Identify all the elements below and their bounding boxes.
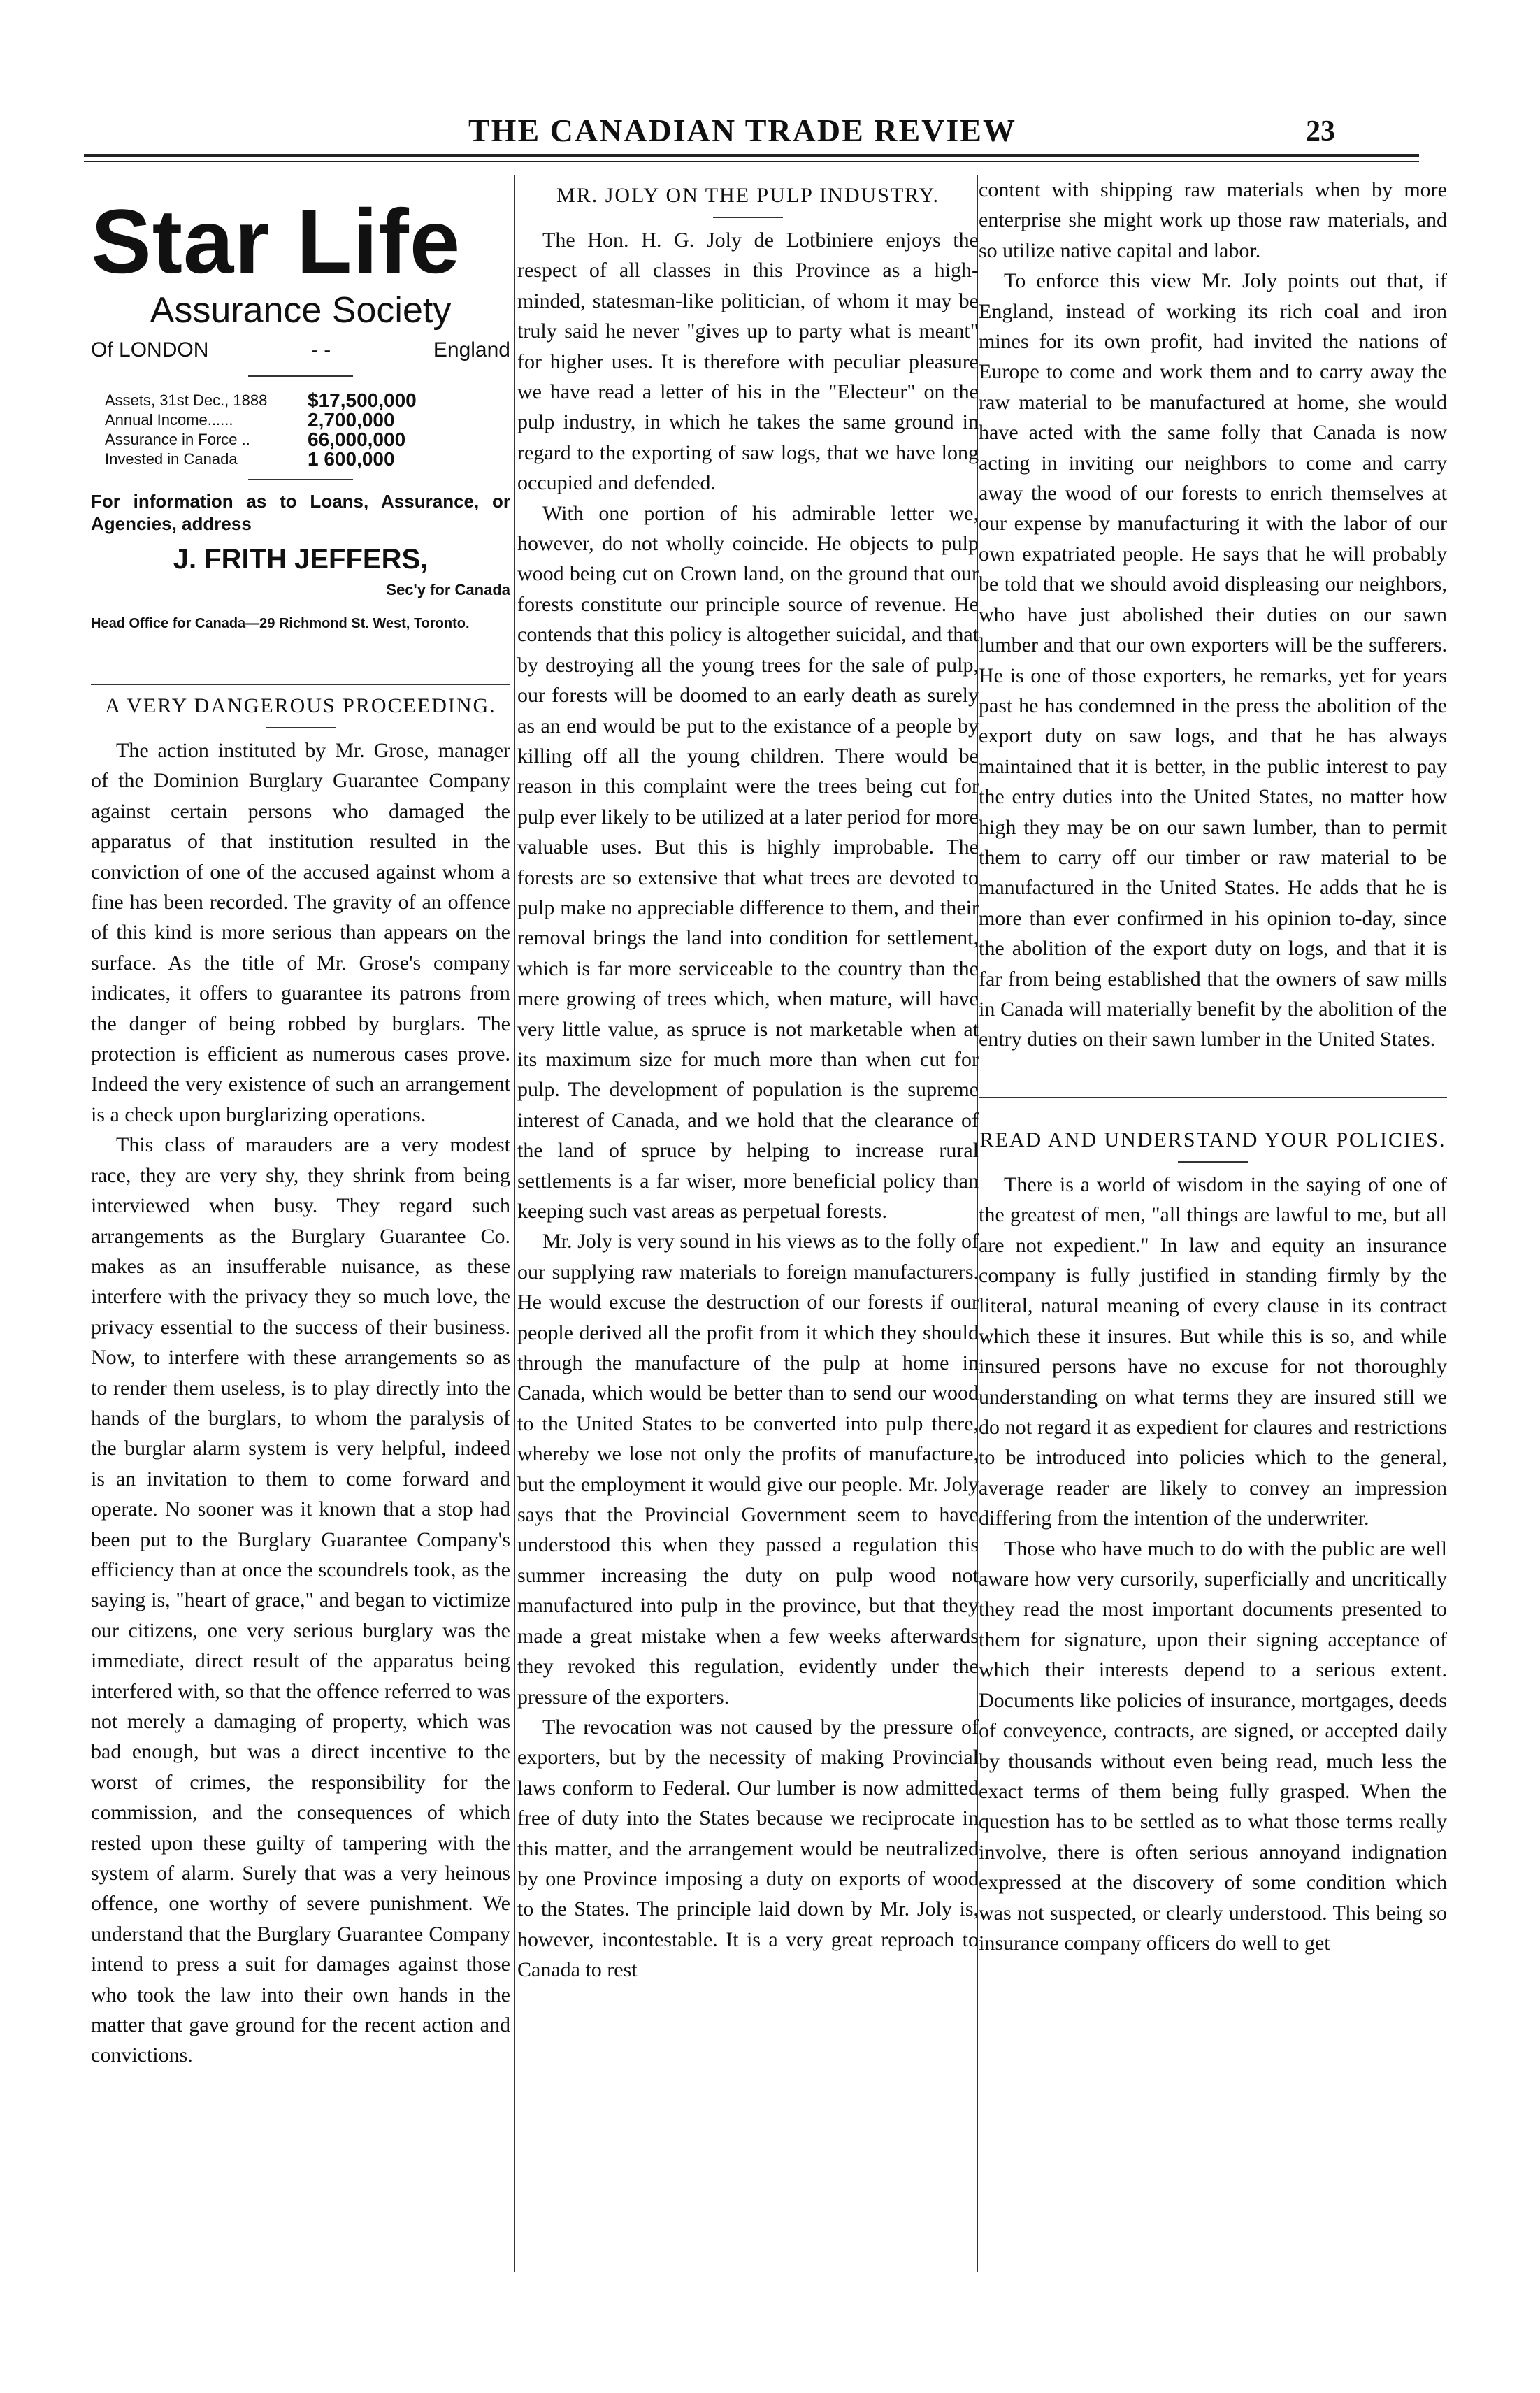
section-rule (91, 684, 510, 685)
article-paragraph: content with shipping raw materials when by more enterprise she might work up those raw materials, and so utilize native capital and labor. (979, 178, 1447, 262)
column-divider (514, 175, 515, 2272)
ad-office-address: Head Office for Canada—29 Richmond St. West, Toronto. (91, 616, 470, 632)
ad-stat-row (105, 391, 510, 410)
article-paragraph: Those who have much to do with the public are well aware how very cursorily, superficially and uncritically they read the most important documents presented to them for signature, upon their signing acceptance of which their interests depend to a serious extent. Documents like policies of insurance, mortgages, deeds of conveyence, contracts, are signed, or accepted daily by thousands without even being read, much less the exact terms of them being fully grasped. When the question has to be settled as to what those terms really involve, there is often serious annoyand indignation expressed at the discovery of some condition which was not suspected, or clearly understood. This being so insurance company officers do well to get (979, 1537, 1447, 1955)
ad-stat-row (105, 430, 510, 450)
ad-stat-label: Annual Income...... (105, 410, 233, 429)
ad-stat-row (105, 447, 510, 470)
column-right (979, 175, 1447, 1958)
ad-stat-row (105, 410, 510, 430)
column-middle (517, 175, 979, 1985)
ad-info: For information as to Loans, Assurance, or Agencies, address (91, 490, 510, 534)
article-headline: READ AND UNDERSTAND YOUR POLICIES. (979, 1128, 1446, 1151)
headline-rule (713, 217, 783, 218)
article-headline: A VERY DANGEROUS PROCEEDING. (105, 694, 496, 717)
ad-stat-label: Assurance in Force .. (105, 430, 250, 448)
ad-stat-value: 1 600,000 (308, 447, 395, 470)
ad-stats (105, 391, 510, 469)
section-rule (979, 1097, 1447, 1098)
ad-divider (248, 375, 353, 377)
ad-origin-city: Of LONDON (91, 338, 209, 362)
page-number: 23 (1306, 115, 1335, 148)
ad-origin (91, 335, 510, 365)
ad-stat-value: 66,000,000 (308, 428, 406, 450)
header-rule-thin (84, 161, 1419, 162)
ad-contact-name: J. FRITH JEFFERS, (173, 543, 429, 575)
page-header (175, 112, 1335, 154)
ad-contact-title: Sec'y for Canada (386, 581, 510, 598)
article-paragraph: The revocation was not caused by the pressure of exporters, but by the necessity of making Provincial laws conform to Federal. Our lumber is now admitted free of duty into the States because we reciprocate in this matter, and the arrangement would be neutralized by one Province imposing a duty on exports of wood to the States. The principle laid down by Mr. Joly is, however, incontestable. It is a very great reproach to Canada to rest (517, 1715, 979, 1982)
publication-title: THE CANADIAN TRADE REVIEW (468, 113, 1016, 148)
article-paragraph: There is a world of wisdom in the saying of one of the greatest of men, "all things are lawful to me, but all are not expedient." In law and equity an insurance company is fully justified in standing firmly by the literal, natural meaning of every clause in its contract which these it insures. But while this is so, and while insured persons have no excuse for not thoroughly understanding on what terms they are insured still we do not regard it as expedient for claures and restrictions to be introduced into policies which to the general, average reader are likely to convey an impression differing from the intention of the underwriter. (979, 1172, 1447, 1530)
article-paragraph: To enforce this view Mr. Joly points out that, if England, instead of working its rich coal and iron mines for its own profit, had invited the nations of Europe to come and work them and to carry away the raw material to be manufactured at home, she would have acted with the same folly that Canada is now acting in inviting our neighbors to come and carry away the wood of our forests to enrich themselves at our expense by manufacturing it with the labor of our own expatriated people. He says that he will probably be told that we should avoid displeasing our neighbors, who have just abolished their duties on our sawn lumber and that our own exporters will be the sufferers. He is one of those exporters, he remarks, yet for years past he has condemned in the press the abolition of the export duty on saw logs, and that he has always maintained that it is better, in the public interest to pay the entry duties into the United States, no matter how high they may be on our sawn lumber, than to permit them to carry off our timber or raw material to be manufactured in the United States. He adds that he is more than ever confirmed in his opinion to-day, since the abolition of the export duty on logs, and that it is far from being established that the owners of saw mills in Canada will materially benefit by the abolition of the entry duties on their sawn lumber in the United States. (979, 269, 1447, 1051)
ad-stat-value: 2,700,000 (308, 408, 395, 431)
article-headline: MR. JOLY ON THE PULP INDUSTRY. (556, 184, 940, 207)
ad-divider (248, 479, 353, 480)
headline-rule (1178, 1161, 1248, 1163)
header-rule (84, 154, 1419, 157)
ad-stat-label: Assets, 31st Dec., 1888 (105, 391, 268, 409)
article-paragraph: The action instituted by Mr. Grose, manager of the Dominion Burglary Guarantee Company against certain persons who damaged the apparatus of that institution resulted in the conviction of one of the accused against whom a fine has been recorded. The gravity of an offence of this kind is more serious than appears on the surface. As the title of Mr. Grose's company indicates, it offers to guarantee its patrons from the danger of being robbed by burglars. The protection is efficient as numerous cases prove. Indeed the very existence of such an arrangement is a check upon burglarizing operations. (91, 739, 510, 1126)
article-paragraph: With one portion of his admirable letter we, however, do not wholly coincide. He objects to pulp wood being cut on Crown land, on the ground that our forests constitute our principle source of revenue. He contends that this policy is altogether suicidal, and that by destroying all the young trees for the sale of pulp, our forests will be doomed to an early death as surely as an end would be put to the existance of a people by killing off all the young children. There would be reason in this complaint were the trees being cut for pulp ever likely to be utilized at a later period for more valuable uses. But this is highly improbable. The forests are so extensive that what trees are devoted to pulp make no appreciable difference to them, and their removal brings the land into condition for settlement, which is far more serviceable to the country than the mere growing of trees which, when mature, will have very little value, as spruce is not marketable when at its maximum size for much more than when cut for pulp. The development of population is the supreme interest of Canada, and we hold that the clearance of the land of spruce by helping to increase rural settlements is a far wiser, more beneficial policy than keeping such vast areas as perpetual forests. (517, 501, 979, 1223)
article-paragraph: This class of marauders are a very modest race, they are very shy, they shrink from being interviewed when busy. They regard such arrangements as the Burglary Guarantee Co. makes as an insufferable nuisance, as these interfere with the privacy they so much love, the privacy essential to the success of their business. Now, to interfere with these arrangements so as to render them useless, is to play directly into the hands of the burglars, to whom the paralysis of the burglar alarm system is very helpful, indeed is an invitation to them to come forward and operate. No sooner was it known that a stop had been put to the Burglary Guarantee Company's efficiency than at once the scoundrels took, as the saying is, "heart of grace," and began to victimize our citizens, one very serious burglary was the immediate, direct result of the apparatus being interfered with, so that the offence referred to was not merely a damaging of property, which was bad enough, but was a direct incentive to the worst of crimes, the responsibility for the commission, and the consequences of which rested upon these guilty of tampering with the system of alarm. Surely that was a very heinous offence, one worthy of severe punishment. We understand that the Burglary Guarantee Company intend to press a suit for damages against those who took the law into their own hands in the matter that gave ground for the recent action and convictions. (91, 1133, 511, 2067)
article-paragraph: The Hon. H. G. Joly de Lotbiniere enjoys the respect of all classes in this Province as a high-minded, statesman-like politician, of whom it may be truly said he never "gives up to party what is meant" for higher uses. It is therefore with peculiar pleasure we have read a letter of his in the "Electeur" on the pulp industry, in which he takes the same ground in regard to the exporting of saw logs, that we have long occupied and defended. (517, 229, 979, 495)
ad-subtitle: Assurance Society (150, 290, 452, 331)
ad-stat-label: Invested in Canada (105, 450, 238, 468)
ad-title: Star Life (91, 190, 461, 292)
star-life-advertisement (91, 190, 510, 678)
ad-stat-value: $17,500,000 (308, 389, 417, 411)
column-left (91, 175, 510, 2071)
ad-origin-dash: - - (310, 338, 331, 362)
article-paragraph: Mr. Joly is very sound in his views as to the folly of our supplying raw materials to foreign manufacturers. He would excuse the destruction of our forests if our people derived all the profit from it which they should through the manufacture of the pulp at home in Canada, which would be better than to send our wood to the United States to be converted into pulp there, whereby we lose not only the profits of manufacture, but the employment it would give our people. Mr. Joly says that the Provincial Government seem to have understood this when they passed a regulation this summer increasing the duty on pulp wood not manufactured into pulp in the province, but that they made a great mistake when a few weeks afterwards they revoked this regulation, evidently under the pressure of the exporters. (517, 1230, 979, 1709)
headline-rule (266, 727, 336, 728)
ad-origin-country: England (433, 338, 510, 362)
